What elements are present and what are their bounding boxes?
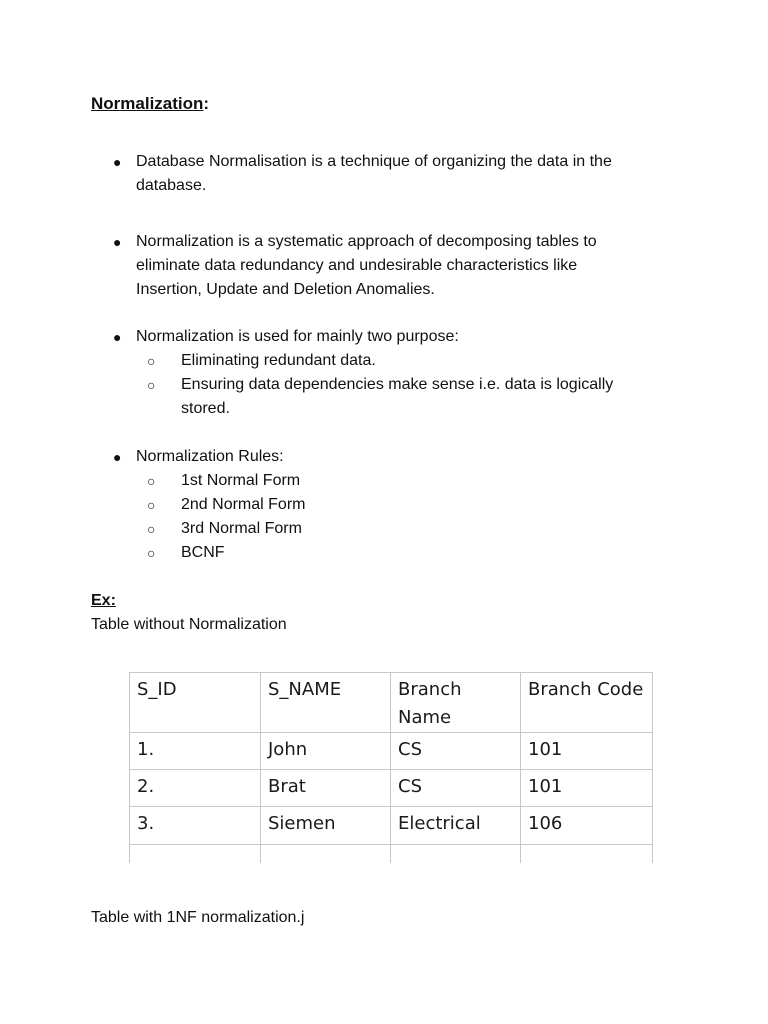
table-row-empty <box>130 845 653 863</box>
table-row <box>130 770 653 807</box>
list-item-line: Database Normalisation is a technique of organizing the data in the <box>136 153 612 170</box>
page-title <box>91 93 209 115</box>
table-cell: Brat <box>261 770 391 807</box>
sub-list-item <box>181 469 671 493</box>
sub-list-item-line: 3rd Normal Form <box>181 520 302 537</box>
table-cell: 106 <box>521 807 653 845</box>
sub-list-item-line: Ensuring data dependencies make sense i.e. data is logically <box>181 376 614 393</box>
table-header-cell: S_ID <box>130 673 261 733</box>
footer-caption: Table with 1NF normalization.j <box>91 909 305 926</box>
list-item-line: Normalization is a systematic approach of decomposing tables to <box>136 233 597 250</box>
table-header-row <box>130 673 653 733</box>
sub-bullet-icon: ○ <box>147 545 156 561</box>
table-cell: 101 <box>521 733 653 770</box>
bullet-icon: ● <box>113 234 122 250</box>
table-caption: Table without Normalization <box>91 616 287 633</box>
sub-list-item-line: stored. <box>181 400 230 417</box>
sub-list-item <box>181 541 671 565</box>
bullet-icon: ● <box>113 329 122 345</box>
sub-list-item-line: 1st Normal Form <box>181 472 301 489</box>
sub-list-item <box>181 373 671 421</box>
table-cell: 101 <box>521 770 653 807</box>
sub-bullet-icon: ○ <box>147 473 156 489</box>
title-text: Normalization <box>91 94 204 113</box>
table-cell: 3. <box>130 807 261 845</box>
bullet-icon: ● <box>113 154 122 170</box>
list-item-line: Normalization Rules: <box>136 448 284 465</box>
sub-list-item-line: Eliminating redundant data. <box>181 352 376 369</box>
sub-list-item <box>181 493 671 517</box>
list-item-line: database. <box>136 177 207 194</box>
bullet-icon: ● <box>113 449 122 465</box>
table-cell: CS <box>391 733 521 770</box>
sub-list-item-line: BCNF <box>181 544 225 561</box>
header-branch-name: Branch Name <box>398 679 462 728</box>
table-cell <box>130 845 261 863</box>
sub-bullet-icon: ○ <box>147 353 156 369</box>
table-header-cell: S_NAME <box>261 673 391 733</box>
table-cell <box>521 845 653 863</box>
list-item-line: Normalization is used for mainly two purpose: <box>136 328 459 345</box>
table-cell: Electrical <box>391 807 521 845</box>
sub-bullet-icon: ○ <box>147 377 156 393</box>
table-cell: 2. <box>130 770 261 807</box>
list-item-line: eliminate data redundancy and undesirable characteristics like <box>136 257 578 274</box>
example-label: Ex: <box>91 592 116 609</box>
sub-bullet-icon: ○ <box>147 497 156 513</box>
table-cell <box>261 845 391 863</box>
sub-list-item-line: 2nd Normal Form <box>181 496 306 513</box>
sub-list-item <box>181 517 671 541</box>
list-item <box>136 150 676 198</box>
sub-list-item <box>181 349 671 373</box>
table-cell: 1. <box>130 733 261 770</box>
table-header-cell <box>391 673 521 733</box>
table-cell: CS <box>391 770 521 807</box>
table-row <box>130 733 653 770</box>
list-item <box>136 445 676 469</box>
sub-bullet-icon: ○ <box>147 521 156 537</box>
table-cell: Siemen <box>261 807 391 845</box>
list-item-line: Insertion, Update and Deletion Anomalies. <box>136 281 435 298</box>
table-cell <box>391 845 521 863</box>
title-colon: : <box>203 94 210 113</box>
table-header-cell: Branch Code <box>521 673 653 733</box>
table-row <box>130 807 653 845</box>
table-cell: John <box>261 733 391 770</box>
list-item <box>136 325 676 349</box>
student-table <box>129 672 653 863</box>
list-item <box>136 230 676 302</box>
